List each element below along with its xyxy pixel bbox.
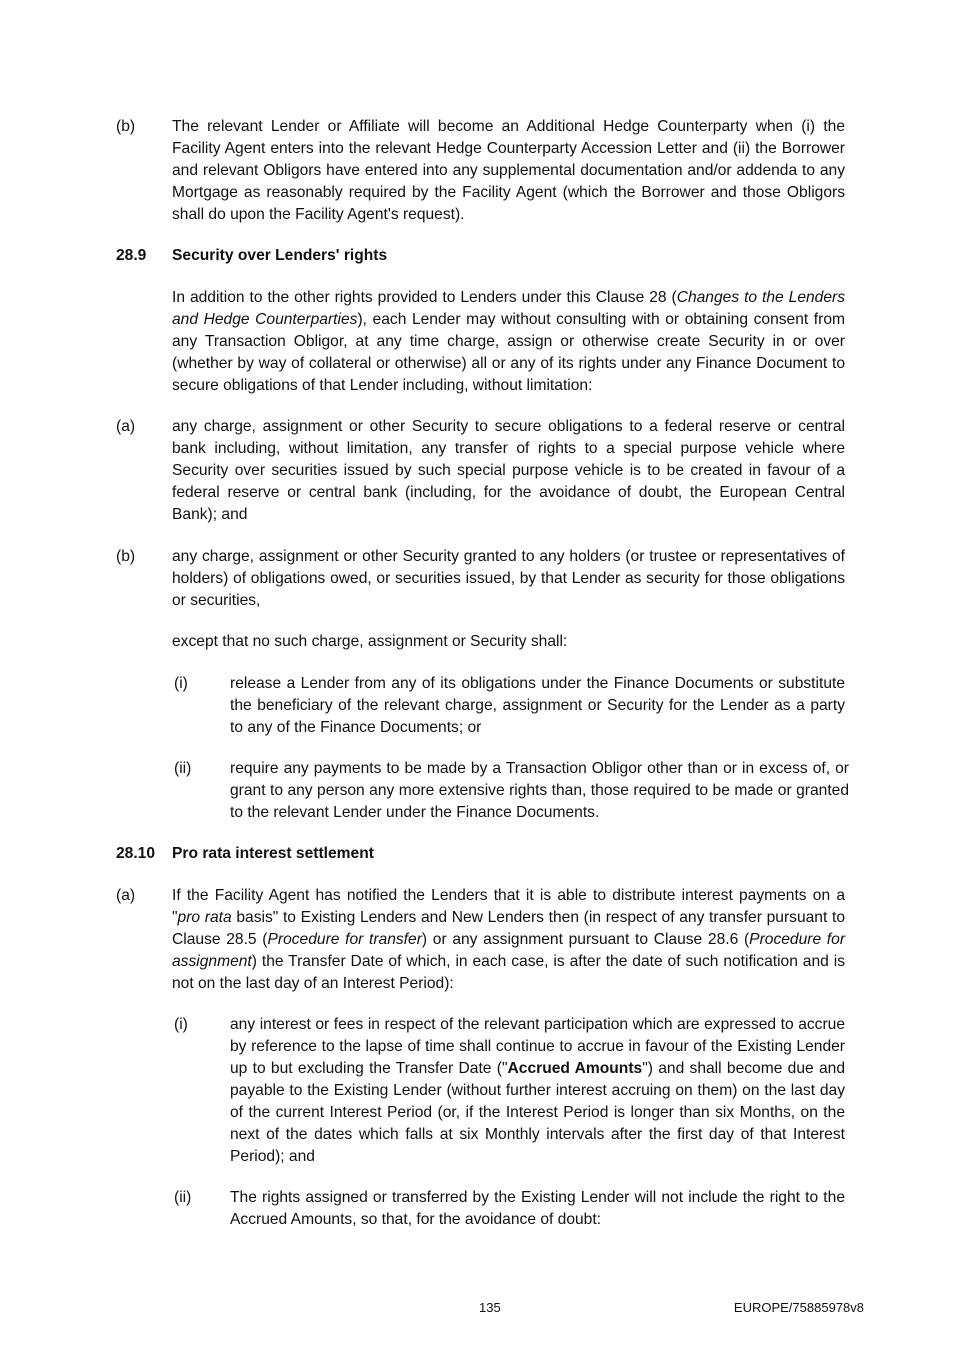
subclause-text: require any payments to be made by a Transaction Obligor other than or in excess of, or grant to any person any more extensive rights than, those required to be made or granted to the relevant Lender under the Finance Documents. (230, 760, 849, 821)
subclause-label: (ii) (174, 760, 192, 777)
page-number: 135 (479, 1300, 501, 1315)
subclause-label: (ii) (174, 1189, 192, 1206)
section-intro: In addition to the other rights provided to Lenders under this Clause 28 (Changes to the Lenders and Hedge Counterparties), each Lender may without consulting with or obtaining consent from any Transaction Obligor, at any time charge, assign or otherwise create Security in or over (whether by way of collateral or otherwise) all or any of its rights under any Finance Document to secure obligations of that Lender including, without limitation: (172, 289, 845, 394)
clause-text: The relevant Lender or Affiliate will become an Additional Hedge Counterparty when (i) the Facility Agent enters into the relevant Hedge Counterparty Accession Letter and (ii) the Borrower and relevant Obligors have entered into any supplemental documentation and/or addenda to any Mortgage as reasonably required by the Facility Agent (which the Borrower and those Obligors shall do upon the Facility Agent's request). (172, 118, 845, 223)
document-reference: EUROPE/75885978v8 (733, 1300, 864, 1315)
subclause-text: any interest or fees in respect of the relevant participation which are expressed to accrue by reference to the lapse of time shall continue to accrue in favour of the Existing Lender up to but excluding the Transfer Date ("Accrued Amounts") and shall become due and payable to the Existing Lender (without further interest accruing on them) on the last day of the current Interest Period (or, if the Interest Period is longer than six Months, on the next of the dates which falls at six Monthly intervals after the first day of that Interest Period); and (230, 1016, 845, 1165)
except-text: except that no such charge, assignment or Security shall: (172, 633, 568, 650)
clause-label: (a) (116, 887, 136, 904)
subclause-label: (i) (174, 675, 188, 692)
section-title: Pro rata interest settlement (172, 845, 374, 862)
clause-text: any charge, assignment or other Security to secure obligations to a federal reserve or central bank including, without limitation, any transfer of rights to a special purpose vehicle where Security over securities issued by such special purpose vehicle is to be created in favour of a federal reserve or central bank (including, for the avoidance of doubt, the European Central Bank); and (172, 418, 845, 523)
subclause-label: (i) (174, 1016, 188, 1033)
clause-text: If the Facility Agent has notified the Lenders that it is able to distribute interest payments on a "pro rata basis" to Existing Lenders and New Lenders then (in respect of any transfer pursuant to Clause 28.5 (Procedure for transfer) or any assignment pursuant to Clause 28.6 (Procedure for assignment) the Transfer Date of which, in each case, is after the date of such notification and is not on the last day of an Interest Period): (172, 887, 846, 992)
subclause-text: The rights assigned or transferred by the Existing Lender will not include the right to the Accrued Amounts, so that, for the avoidance of doubt: (230, 1189, 845, 1228)
section-title: Security over Lenders' rights (172, 247, 388, 264)
clause-label: (b) (116, 548, 136, 565)
section-number: 28.10 (116, 845, 156, 862)
clause-label: (a) (116, 418, 136, 435)
subclause-text: release a Lender from any of its obligations under the Finance Documents or substitute the beneficiary of the relevant charge, assignment or Security for the Lender as a party to any of the Finance Documents; or (230, 675, 845, 736)
section-number: 28.9 (116, 247, 147, 264)
clause-text: any charge, assignment or other Security granted to any holders (or trustee or representatives of holders) of obligations owed, or securities issued, by that Lender as security for those obligations or securities, (172, 548, 845, 609)
clause-label: (b) (116, 118, 136, 135)
